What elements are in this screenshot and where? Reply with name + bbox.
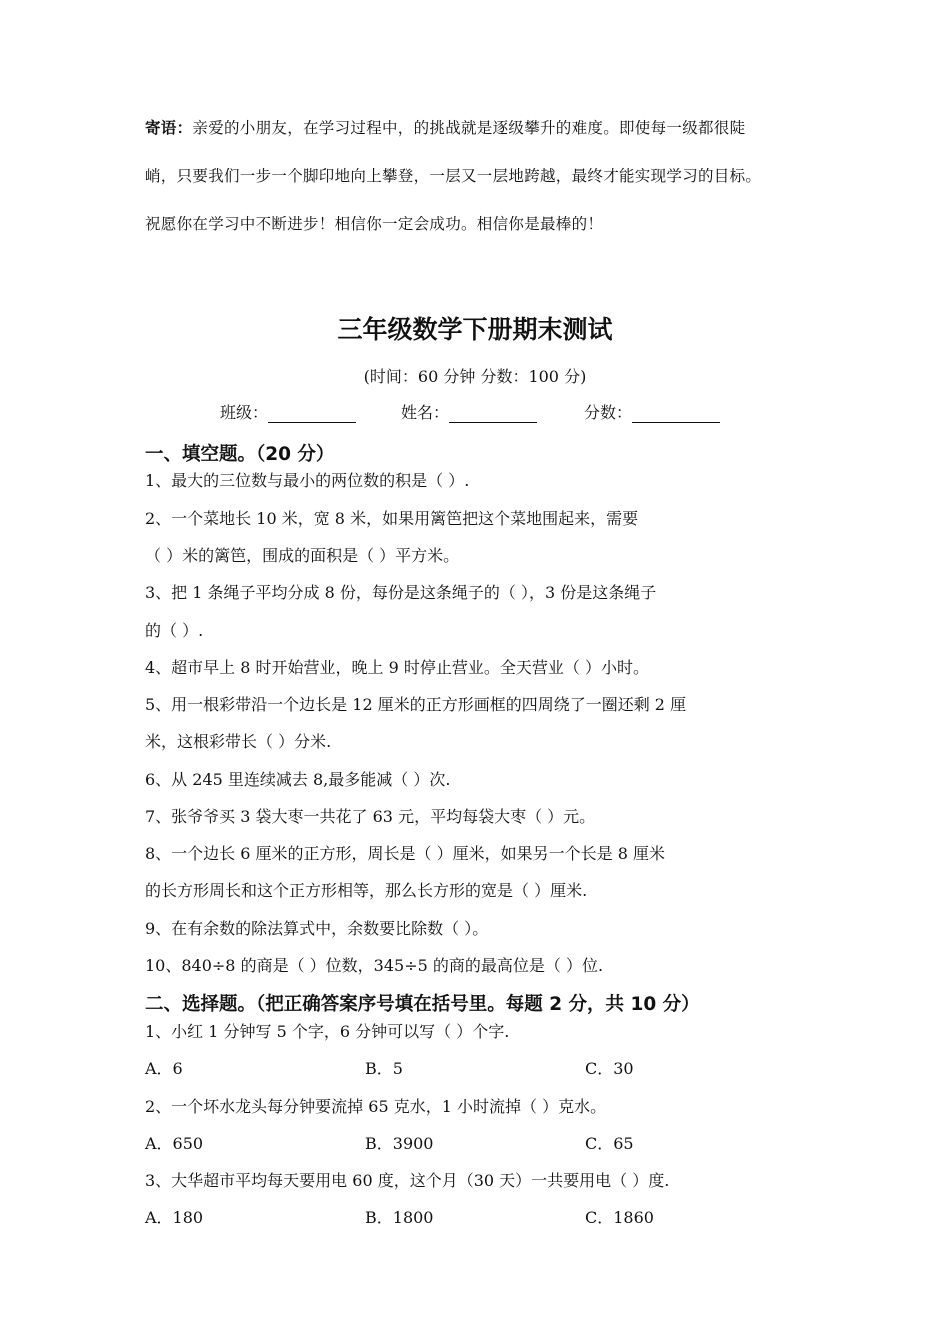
class-field — [220, 400, 356, 423]
name-field — [401, 400, 537, 423]
s1-line: 5、用一根彩带沿一个边长是 12 厘米的正方形画框的四周绕了一圈还剩 2 厘 — [145, 695, 687, 714]
section-2-heading: 二、选择题。（把正确答案序号填在括号里。每题 2 分，共 10 分） — [145, 994, 700, 1015]
page-title: 三年级数学下册期末测试 — [337, 315, 613, 344]
score-label: 分数： — [584, 403, 633, 422]
s1-line: 10、840÷8 的商是（ ）位数，345÷5 的商的最高位是（ ）位. — [145, 956, 604, 975]
score-field — [584, 400, 720, 423]
s1-line: 1、最大的三位数与最小的两位数的积是（ ）. — [145, 471, 470, 490]
s1-line: 米，这根彩带长（ ）分米. — [145, 732, 332, 751]
name-label: 姓名： — [401, 403, 450, 422]
option-b: B．1800 — [365, 1208, 434, 1227]
s1-line: 4、超市早上 8 时开始营业，晚上 9 时停止营业。全天营业（ ）小时。 — [145, 658, 649, 677]
option-a: A．180 — [145, 1208, 204, 1227]
option-a: A．6 — [145, 1059, 183, 1078]
preface-line-1 — [145, 116, 745, 138]
option-a: A．650 — [145, 1134, 204, 1153]
option-c: C．30 — [585, 1059, 634, 1078]
s2-question-stem: 2、一个坏水龙头每分钟要流掉 65 克水，1 小时流掉（ ）克水。 — [145, 1097, 607, 1116]
s2-question-stem: 1、小红 1 分钟写 5 个字，6 分钟可以写（ ）个字. — [145, 1022, 510, 1041]
s1-line: 6、从 245 里连续减去 8,最多能减（ ）次. — [145, 770, 451, 789]
class-blank[interactable] — [268, 406, 356, 423]
preface-line-3: 祝愿你在学习中不断进步！相信你一定会成功。相信你是最棒的！ — [145, 215, 604, 233]
s1-line: 7、张爷爷买 3 袋大枣一共花了 63 元，平均每袋大枣（ ）元。 — [145, 807, 596, 826]
s1-line: （ ）米的篱笆，围成的面积是（ ）平方米。 — [145, 546, 460, 565]
s1-line: 2、一个菜地长 10 米，宽 8 米，如果用篱笆把这个菜地围起来，需要 — [145, 509, 639, 528]
s1-line: 9、在有余数的除法算式中，余数要比除数（ ）。 — [145, 919, 489, 938]
s1-line: 3、把 1 条绳子平均分成 8 份，每份是这条绳子的（ ），3 份是这条绳子 — [145, 583, 657, 602]
option-b: B．3900 — [365, 1134, 434, 1153]
section-1-heading: 一、填空题。（20 分） — [145, 444, 335, 465]
option-c: C．65 — [585, 1134, 634, 1153]
score-blank[interactable] — [632, 406, 720, 423]
name-blank[interactable] — [449, 406, 537, 423]
option-c: C．1860 — [585, 1208, 654, 1227]
s1-line: 的（ ）. — [145, 621, 204, 640]
s1-line: 8、一个边长 6 厘米的正方形，周长是（ ）厘米，如果另一个长是 8 厘米 — [145, 844, 665, 863]
preface-label: 寄语： — [145, 118, 193, 137]
option-b: B．5 — [365, 1059, 403, 1078]
s2-question-stem: 3、大华超市平均每天要用电 60 度，这个月（30 天）一共要用电（ ）度. — [145, 1171, 670, 1190]
preface-line-2: 峭，只要我们一步一个脚印地向上攀登，一层又一层地跨越，最终才能实现学习的目标。 — [145, 167, 762, 185]
s1-line: 的长方形周长和这个正方形相等，那么长方形的宽是（ ）厘米. — [145, 881, 588, 900]
preface-text-1: 亲爱的小朋友，在学习过程中，的挑战就是逐级攀升的难度。即使每一级都很陡 — [192, 119, 746, 137]
class-label: 班级： — [220, 403, 269, 422]
exam-time-score: (时间：60 分钟 分数：100 分) — [363, 367, 587, 386]
